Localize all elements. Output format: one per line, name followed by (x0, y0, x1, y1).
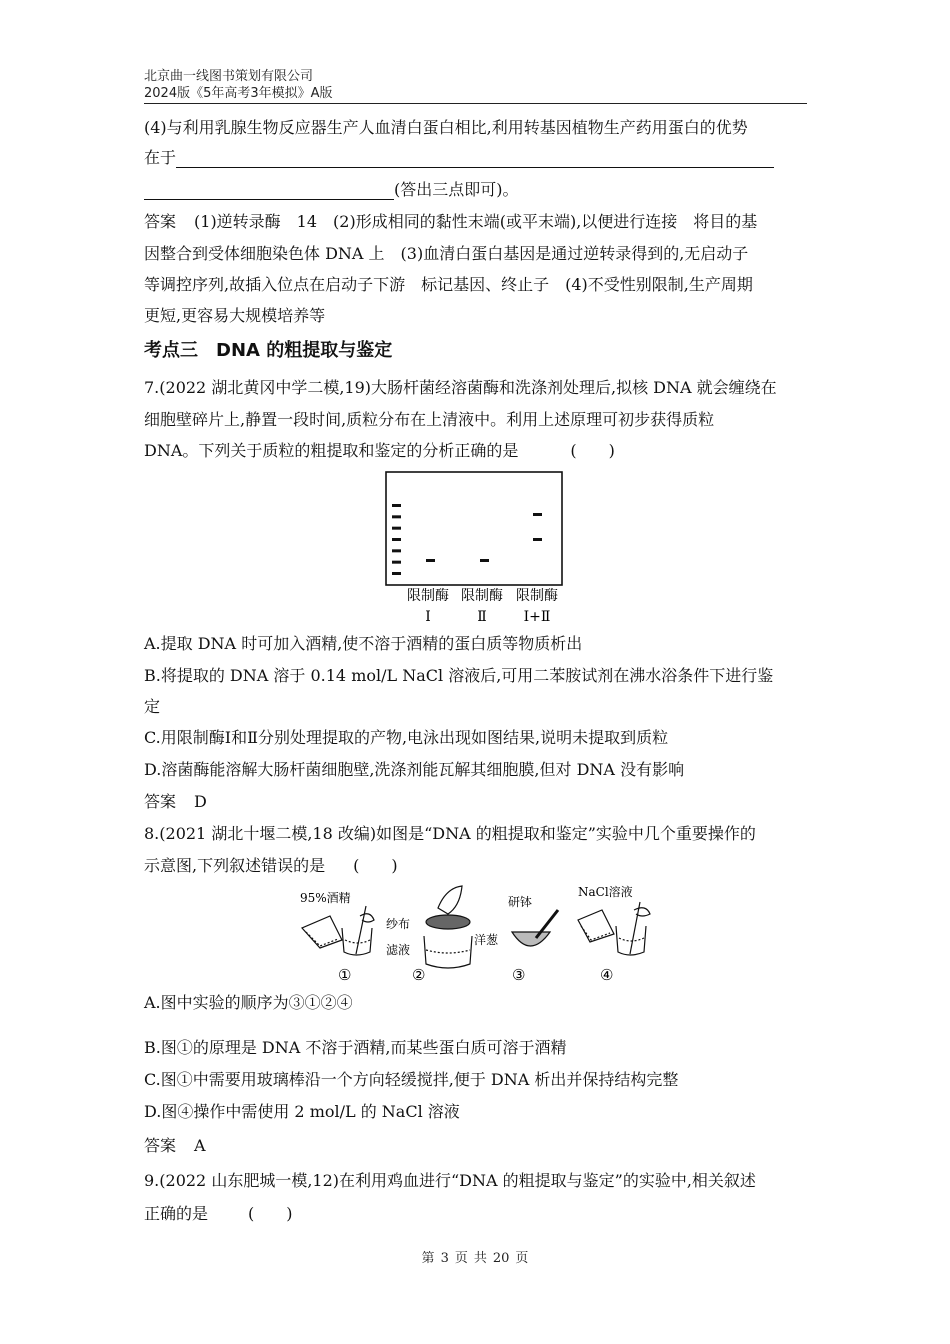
lane-label-3: 限制酶 (516, 588, 558, 604)
q-prev-answer-line-4: 更短,更容易大规模培养等 (144, 306, 326, 325)
q8-option-c[interactable]: C.图①中需要用玻璃棒沿一个方向轻缓搅拌,便于 DNA 析出并保持结构完整 (144, 1070, 679, 1089)
q-prev-stem-line-1: (4)与利用乳腺生物反应器生产人血清白蛋白相比,利用转基因植物生产药用蛋白的优势 (144, 118, 748, 137)
answer-text: (1)逆转录酶 14 (2)形成相同的黏性末端(或平末端),以便进行连接 将目的基 (194, 212, 758, 231)
answer-label: 答案 (144, 212, 177, 231)
label-onion: 洋葱 (474, 933, 499, 947)
page-current: 3 (440, 1251, 449, 1266)
q8-answer-paren[interactable]: ( ) (353, 856, 398, 875)
figure-number-4: ④ (600, 966, 614, 984)
figure-number-2: ② (412, 966, 426, 984)
footer-label-1: 第 (421, 1251, 435, 1266)
header-publisher: 北京曲一线图书策划有限公司 (144, 69, 314, 84)
figure-4-nacl-dissolve (578, 902, 650, 955)
label-nacl-solution: NaCl溶液 (578, 885, 633, 899)
answer-blank-1[interactable] (176, 151, 774, 168)
footer-label-2: 页 (454, 1251, 468, 1266)
lane-3-band (533, 513, 542, 516)
q7-option-b[interactable]: B.将提取的 DNA 溶于 0.14 mol/L NaCl 溶液后,可用二苯胺试剂在沸水浴条件下进行鉴 (144, 666, 774, 685)
gel-electrophoresis-figure (380, 468, 570, 630)
q-prev-answer-line-3: 等调控序列,故插入位点在启动子下游 标记基因、终止子 (4)不受性别限制,生产周期 (144, 275, 753, 294)
lane-label-2: 限制酶 (461, 588, 503, 604)
q9-answer-paren[interactable]: ( ) (248, 1204, 293, 1223)
q7-option-d[interactable]: D.溶菌酶能溶解大肠杆菌细胞壁,洗涤剂能瓦解其细胞膜,但对 DNA 没有影响 (144, 760, 685, 779)
ladder-band (392, 561, 401, 564)
figure-1-ethanol-pour (302, 906, 374, 955)
q8-stem-text: 示意图,下列叙述错误的是 (144, 856, 326, 875)
label-filtrate: 滤液 (386, 943, 411, 957)
q7-answer-paren[interactable]: ( ) (570, 441, 615, 460)
q7-stem-line-2: 细胞壁碎片上,静置一段时间,质粒分布在上清液中。利用上述原理可初步获得质粒 (144, 410, 715, 429)
ladder-band (392, 504, 401, 507)
q8-answer (144, 1136, 206, 1156)
ladder-band (392, 549, 401, 552)
lane-3-band (533, 538, 542, 541)
q8-option-d[interactable]: D.图④操作中需使用 2 mol/L 的 NaCl 溶液 (144, 1102, 460, 1121)
q7-stem-line-3 (144, 441, 615, 461)
q-prev-stem-prefix: 在于 (144, 148, 177, 167)
q7-option-a[interactable]: A.提取 DNA 时可加入酒精,使不溶于酒精的蛋白质等物质析出 (144, 634, 583, 653)
header-rule (144, 103, 807, 104)
q7-option-b-cont: 定 (144, 697, 161, 716)
q8-option-b[interactable]: B.图①的原理是 DNA 不溶于酒精,而某些蛋白质可溶于酒精 (144, 1038, 567, 1057)
experiment-operations-figure (290, 880, 670, 986)
q-prev-stem-line-3 (144, 180, 519, 200)
ladder-band (392, 527, 401, 530)
section-title: 考点三 DNA 的粗提取与鉴定 (144, 340, 393, 361)
ladder-band (392, 572, 401, 575)
q-prev-stem-suffix: (答出三点即可)。 (394, 180, 519, 199)
q8-option-a[interactable]: A.图中实验的顺序为③①②④ (144, 993, 353, 1012)
lane-sublabel-2: Ⅱ (477, 609, 487, 625)
q9-stem-line-2 (144, 1204, 293, 1224)
lane-2-band (480, 559, 489, 562)
answer-label: 答案 (144, 1136, 177, 1155)
answer-value: D (194, 792, 207, 811)
q-prev-stem-line-2 (144, 148, 774, 168)
figure-number-1: ① (338, 966, 352, 984)
q-prev-answer-line-2: 因整合到受体细胞染色体 DNA 上 (3)血清白蛋白基因是通过逆转录得到的,无启动子 (144, 244, 749, 263)
answer-label: 答案 (144, 792, 177, 811)
figure-number-3: ③ (512, 966, 526, 984)
lane-label-1: 限制酶 (407, 588, 449, 604)
lane-1-band (426, 559, 435, 562)
q7-stem-text: DNA。下列关于质粒的粗提取和鉴定的分析正确的是 (144, 441, 519, 460)
figure-3-mortar-pestle (512, 910, 558, 946)
label-ethanol: 95%酒精 (300, 891, 351, 905)
answer-value: A (194, 1136, 206, 1155)
q7-answer (144, 792, 207, 812)
gel-frame (386, 472, 562, 585)
q8-stem-line-1: 8.(2021 湖北十堰二模,18 改编)如图是“DNA 的粗提取和鉴定”实验中几个重要操作的 (144, 824, 756, 843)
lane-sublabel-1: Ⅰ (425, 609, 431, 625)
q9-stem-text: 正确的是 (144, 1204, 209, 1223)
q-prev-answer-line-1 (144, 212, 757, 232)
label-gauze: 纱布 (386, 917, 411, 931)
ladder-band (392, 538, 401, 541)
page-total: 20 (492, 1251, 510, 1266)
lane-sublabel-3: Ⅰ+Ⅱ (523, 609, 551, 625)
answer-blank-2[interactable] (144, 183, 394, 200)
q7-stem-line-1: 7.(2022 湖北黄冈中学二模,19)大肠杆菌经溶菌酶和洗涤剂处理后,拟核 DNA 就会缠绕在 (144, 378, 777, 397)
q9-stem-line-1: 9.(2022 山东肥城一模,12)在利用鸡血进行“DNA 的粗提取与鉴定”的实验中,相关叙述 (144, 1171, 756, 1190)
page-footer (0, 1247, 950, 1266)
footer-label-3: 共 (473, 1251, 487, 1266)
figure-2-filtration (424, 886, 472, 968)
header-edition: 2024版《5年高考3年模拟》A版 (144, 86, 333, 101)
footer-label-4: 页 (515, 1251, 529, 1266)
q7-option-c[interactable]: C.用限制酶Ⅰ和Ⅱ分别处理提取的产物,电泳出现如图结果,说明未提取到质粒 (144, 728, 669, 747)
q8-stem-line-2 (144, 856, 398, 876)
ladder-band (392, 515, 401, 518)
label-mortar: 研钵 (508, 895, 533, 909)
